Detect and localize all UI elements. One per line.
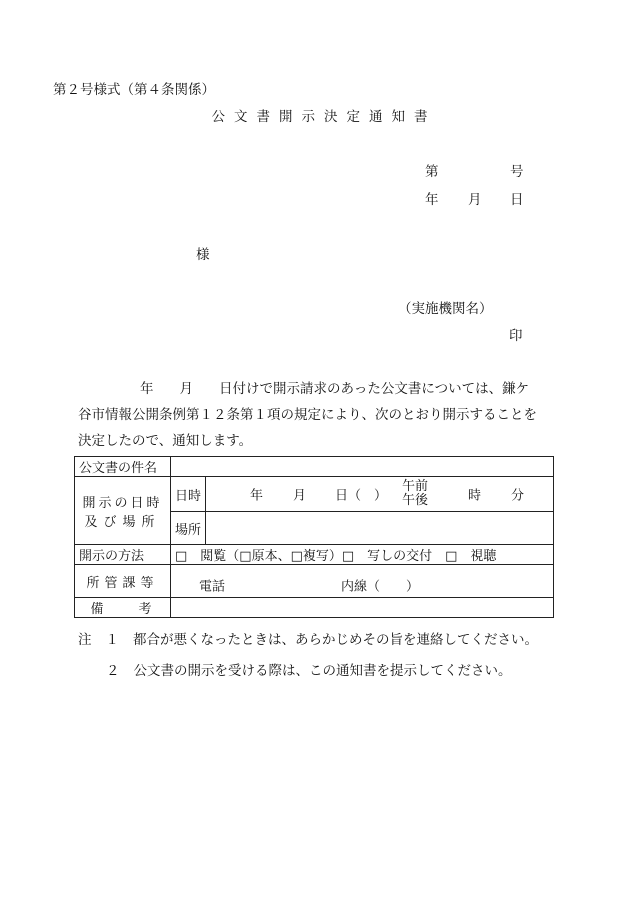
doc-name-value [171, 457, 554, 477]
am-pm: 午前 午後 [402, 479, 429, 508]
extension-label: 内線（ ） [341, 579, 420, 595]
method-value: □ 閲覧（□原本、□複写）□ 写しの交付 □ 視聴 [171, 545, 554, 565]
datetime-place-label: 開示の日時 及び場所 [75, 477, 171, 545]
document-title: 公文書開示決定通知書 [211, 109, 437, 125]
notice-body [78, 376, 558, 454]
note-2 [106, 659, 512, 679]
table-row-doc-name [75, 457, 554, 477]
body-line1: 日付けで開示請求のあった公文書については、鎌ケ [219, 381, 530, 397]
disclosure-table [74, 456, 554, 618]
place-label: 場所 [171, 512, 206, 545]
addressee-honorific: 様 [196, 247, 210, 263]
phone-label: 電話 [199, 579, 226, 595]
form-number-label: 第２号様式（第４条関係） [53, 82, 215, 98]
date-month-label: 月 [468, 192, 482, 208]
body-line2: 谷市情報公開条例第１２条第１項の規定により、次のとおり開示することを [78, 407, 537, 423]
issuing-organization: （実施機関名） [398, 301, 493, 317]
date-year-label: 年 [425, 192, 439, 208]
table-row-dept [75, 565, 554, 598]
table-row-remarks [75, 598, 554, 618]
dt-year: 年 [250, 488, 264, 504]
body-month: 月 [179, 381, 193, 397]
remarks-value [171, 598, 554, 618]
table-row-method [75, 545, 554, 565]
remarks-label: 備 考 [75, 598, 171, 618]
dept-value [171, 565, 554, 598]
place-value [206, 512, 554, 545]
note-prefix: 注 [78, 632, 92, 648]
note-2-text: 公文書の開示を受ける際は、この通知書を提示してください。 [133, 663, 512, 679]
note-2-number: ２ [106, 663, 120, 679]
note-1-text: 都合が悪くなったときは、あらかじめその旨を連絡してください。 [133, 632, 538, 648]
seal-mark: 印 [509, 328, 523, 344]
table-row-datetime [75, 477, 554, 512]
dt-hour: 時 [468, 488, 482, 504]
dt-minute: 分 [511, 488, 525, 504]
note-1-number: １ [105, 632, 119, 648]
dt-month: 月 [293, 488, 307, 504]
datetime-label: 日時 [171, 477, 206, 512]
doc-number-suffix: 号 [510, 164, 524, 180]
body-line3: 決定したので、通知します。 [78, 433, 253, 449]
body-year: 年 [140, 381, 154, 397]
doc-number-prefix: 第 [425, 164, 439, 180]
note-1 [78, 628, 538, 648]
doc-name-label: 公文書の件名 [75, 457, 171, 477]
datetime-value [206, 477, 554, 512]
method-label: 開示の方法 [75, 545, 171, 565]
dept-label: 所管課等 [75, 565, 171, 598]
dt-day: 日（ ） [335, 488, 388, 504]
date-day-label: 日 [510, 192, 524, 208]
